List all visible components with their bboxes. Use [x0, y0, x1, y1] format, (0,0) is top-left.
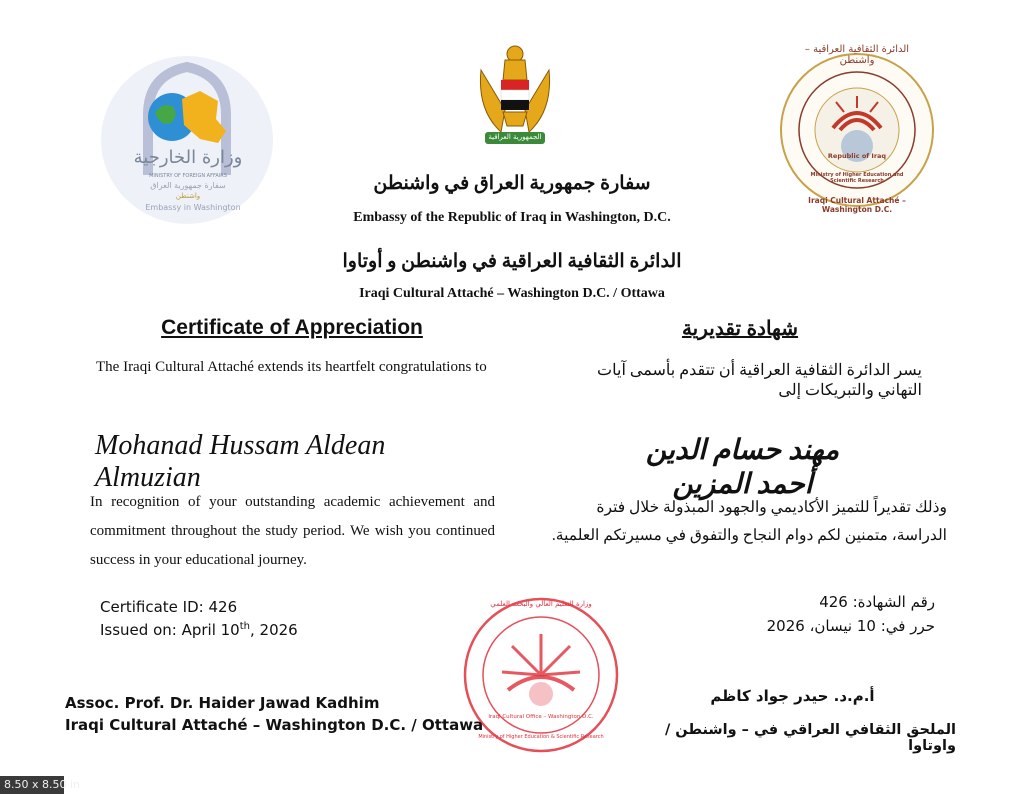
- certificate-title-en: Certificate of Appreciation: [161, 316, 423, 339]
- official-red-stamp-icon: [462, 594, 620, 756]
- official-stamp: [462, 594, 620, 756]
- ministry-ar-embassy: سفارة جمهورية العراق: [150, 181, 226, 190]
- issued-date-prefix: Issued on: April 10: [100, 621, 240, 639]
- recipient-name-en: Mohanad Hussam Aldean Almuzian: [95, 430, 386, 493]
- coat-of-arms: [475, 40, 555, 152]
- issued-date-ordinal: th: [239, 621, 250, 632]
- ministry-logo: [100, 55, 275, 225]
- seal-center-en: Republic of Iraq: [827, 152, 887, 160]
- ministry-en-name: MINISTRY OF FOREIGN AFFAIRS: [149, 173, 227, 179]
- attache-title-en: Iraqi Cultural Attaché – Washington D.C. / Ottawa: [359, 286, 665, 301]
- ministry-en-embassy: Embassy in Washington: [145, 203, 241, 212]
- eagle-banner-text: الجمهورية العراقية: [488, 133, 542, 141]
- recipient-name-ar: مهند حسام الدين أحمد المزين: [645, 435, 840, 500]
- embassy-title-en: Embassy of the Republic of Iraq in Washington, D.C.: [353, 210, 671, 225]
- issued-date-en: [100, 621, 298, 639]
- seal-outer-ar: الدائرة الثقافية العراقية – واشنطن: [804, 44, 910, 66]
- issued-date-suffix: , 2026: [250, 621, 298, 639]
- stamp-outer-ar: وزارة التعليم العالي والبحث العلمي: [490, 600, 592, 608]
- recognition-text-ar: وذلك تقديراً للتميز الأكاديمي والجهود المبذولة خلال فترة الدراسة، متمنين لكم دوام النجاح والتفوق في مسيرتكم العلمية.: [551, 499, 947, 544]
- intro-text-en: The Iraqi Cultural Attaché extends its heartfelt congratulations to: [96, 359, 487, 375]
- certificate-id-en: Certificate ID: 426: [100, 598, 238, 616]
- certificate-id-ar: رقم الشهادة: 426: [819, 593, 935, 611]
- seal-outer-en: Iraqi Cultural Attaché – Washington D.C.: [808, 196, 906, 214]
- signatory-name-ar: أ.م.د. حيدر جواد كاظم: [710, 687, 875, 705]
- embassy-title-ar: سفارة جمهورية العراق في واشنطن: [373, 173, 651, 194]
- recognition-text-en: In recognition of your outstanding academic achievement and commitment throughout the study period. We wish you continued success in your educational journey.: [90, 494, 495, 568]
- ministry-ar-city: واشنطن: [175, 192, 201, 200]
- issued-date-ar: حرر في: 10 نيسان، 2026: [766, 617, 935, 635]
- signatory-title-en: Iraqi Cultural Attaché – Washington D.C. / Ottawa: [65, 716, 484, 734]
- ministry-ar-name: وزارة الخارجية: [133, 147, 243, 168]
- stamp-outer-en: Iraqi Cultural Office – Washington D.C.: [488, 714, 594, 720]
- signatory-title-ar: الملحق الثقافي العراقي في – واشنطن / واوتاوا: [664, 722, 956, 754]
- page-size-badge: 8.50 x 8.50 in: [0, 776, 64, 794]
- seal-inner-en: Ministry of Higher Education and Scientific Research: [810, 172, 904, 184]
- stamp-inner-en: Ministry of Higher Education & Scientific Research: [478, 734, 604, 740]
- attache-title-ar: الدائرة الثقافية العراقية في واشنطن و أوتاوا: [342, 251, 682, 272]
- signatory-name-en: Assoc. Prof. Dr. Haider Jawad Kadhim: [65, 694, 380, 712]
- certificate-title-ar: شهادة تقديرية: [681, 318, 799, 340]
- intro-text-ar: يسر الدائرة الثقافية العراقية أن تتقدم بأسمى آيات التهاني والتبريكات إلى: [597, 362, 922, 399]
